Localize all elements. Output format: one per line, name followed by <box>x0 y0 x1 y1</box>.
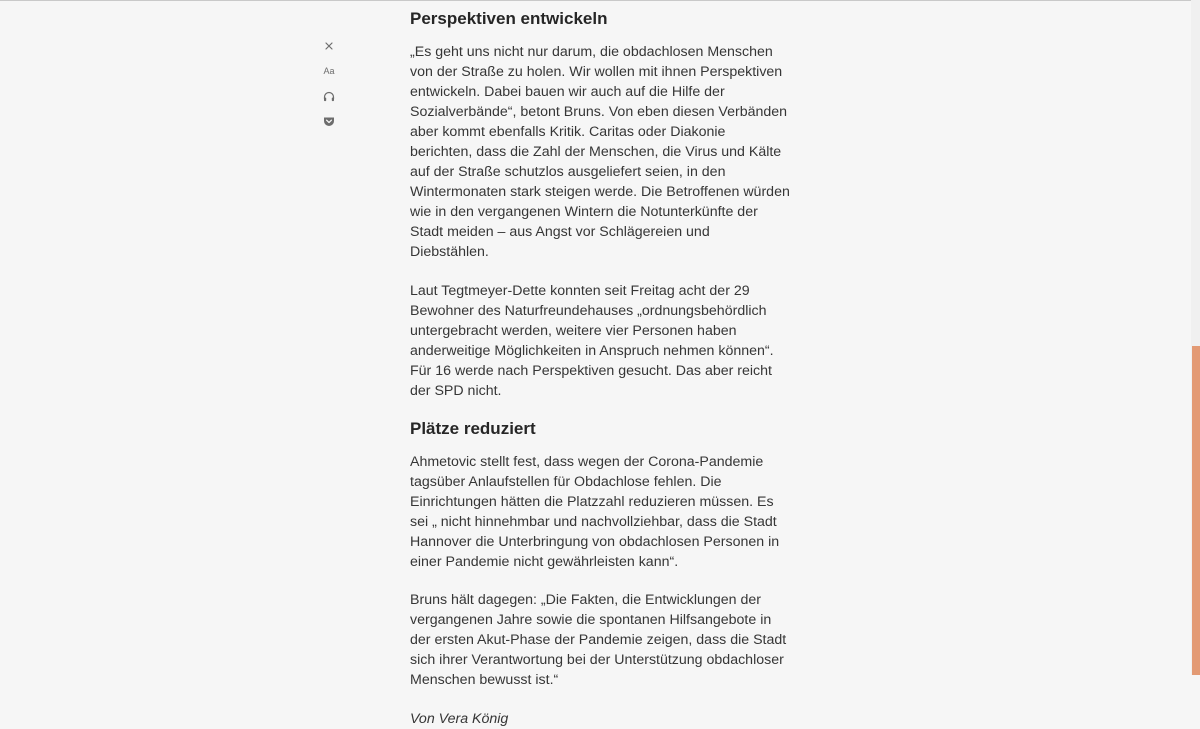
paragraph-2: Laut Tegtmeyer-Dette konnten seit Freitag acht der 29 Bewohner des Naturfreundehauses „ordnungsbehördlich untergebracht werden, weitere vier Personen haben anderweitige Möglichkeiten in Anspruch nehmen können“. Für 16 werde nach Perspektiven gesucht. Das aber reicht der SPD nicht. <box>410 282 774 399</box>
close-button[interactable] <box>317 34 341 58</box>
author-byline: Von Vera König <box>410 710 509 727</box>
reader-toolbar <box>317 34 341 134</box>
text-settings-button[interactable] <box>317 59 341 83</box>
text-settings-icon: Aa <box>323 66 335 76</box>
scrollbar-thumb[interactable] <box>1192 346 1200 675</box>
scrollbar[interactable] <box>1191 0 1200 675</box>
pocket-button[interactable] <box>317 109 341 133</box>
section-heading-perspektiven: Perspektiven entwickeln <box>410 9 608 28</box>
listen-button[interactable] <box>317 84 341 108</box>
headphones-icon <box>323 91 335 102</box>
paragraph-4: Bruns hält dagegen: „Die Fakten, die Entwicklungen der vergangenen Jahre sowie die spontanen Hilfsangebote in der ersten Akut-Phase der Pandemie zeigen, dass die Stadt sich ihrer Verantwortung bei der Unterstützung obdachloser Menschen bewusst ist.“ <box>410 592 787 688</box>
pocket-icon <box>323 116 335 127</box>
paragraph-3: Ahmetovic stellt fest, dass wegen der Corona-Pandemie tagsüber Anlaufstellen für Obdachlose fehlen. Die Einrichtungen hätten die Platzzahl reduzieren müssen. Es sei „ nicht hinnehmbar und nachvollziehbar, dass die Stadt Hannover die Unterbringung von obdachlosen Personen in einer Pandemie nicht gewährleisten kann“. <box>410 453 780 570</box>
paragraph-1: „Es geht uns nicht nur darum, die obdachlosen Menschen von der Straße zu holen. Wir wollen mit ihnen Perspektiven entwickeln. Dabei bauen wir auch auf die Hilfe der Sozialverbände“, betont Bruns. Von eben diesen Verbänden aber kommt ebenfalls Kritik. Caritas oder Diakonie berichten, dass die Zahl der Menschen, die Virus und Kälte auf der Straße schutzlos ausgeliefert seien, in den Wintermonaten stark steigen werde. Die Betroffenen würden wie in den vergangenen Wintern die Notunterkünfte der Stadt meiden – aus Angst vor Schlägereien und Diebstählen. <box>410 44 790 260</box>
article-body <box>410 8 790 729</box>
close-icon <box>324 41 334 51</box>
section-heading-plaetze: Plätze reduziert <box>410 418 536 438</box>
